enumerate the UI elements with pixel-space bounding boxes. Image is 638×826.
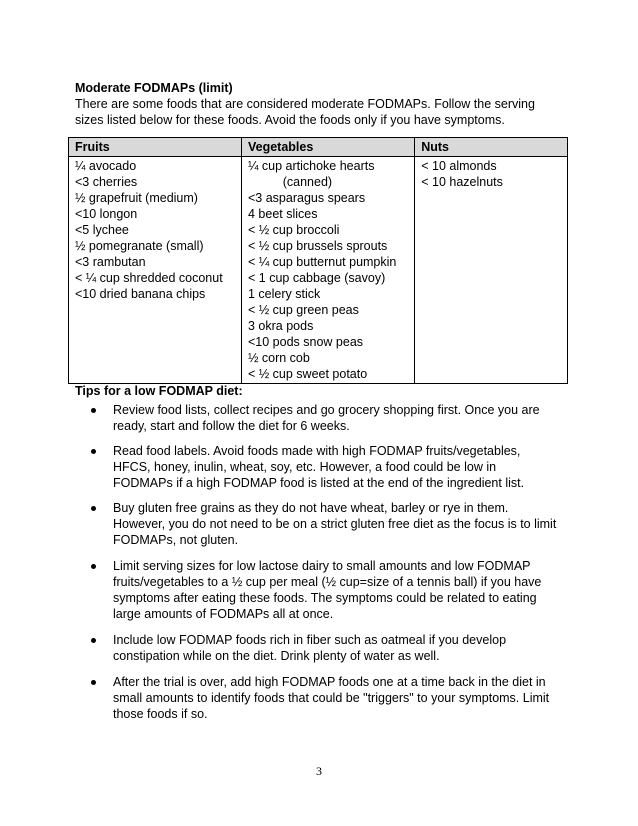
table-header-row [69, 138, 568, 157]
table-cell-item: <10 longon [75, 207, 138, 221]
table-cell-item: 4 beet slices [248, 207, 318, 221]
tip-item [75, 500, 565, 548]
intro-line: There are some foods that are considered moderate FODMAPs. Follow the serving [75, 97, 535, 111]
bullet-icon [91, 680, 96, 685]
header-nuts: Nuts [415, 138, 568, 157]
tip-text [113, 558, 565, 622]
table-cell-item: <3 cherries [75, 175, 138, 189]
tip-line: large amounts of FODMAPs all at once. [113, 607, 334, 621]
table-cell-item: <10 pods snow peas [248, 335, 364, 349]
tip-line: FODMAPs, not gluten. [113, 533, 239, 547]
tip-line: symptoms after eating these foods. The symptoms could be related to eating [113, 591, 537, 605]
tip-item [75, 443, 565, 491]
fruits-cell [69, 157, 242, 384]
tip-line: Buy gluten free grains as they do not have wheat, barley or rye in them. [113, 501, 509, 515]
table-cell-item: <3 rambutan [75, 255, 146, 269]
table-cell-item: <3 asparagus spears [248, 191, 366, 205]
table-cell-item: < ¼ cup butternut pumpkin [248, 255, 397, 269]
table-cell-item: (canned) [248, 175, 333, 189]
tip-line: HFCS, honey, inulin, wheat, soy, etc. However, a food could be low in [113, 460, 497, 474]
tip-line: those foods if so. [113, 707, 208, 721]
table-cell-item: < ½ cup brussels sprouts [248, 239, 388, 253]
tip-line: After the trial is over, add high FODMAP foods one at a time back in the diet in [113, 675, 546, 689]
tip-text [113, 500, 565, 548]
section-intro [75, 96, 575, 128]
table-cell-item: ¼ avocado [75, 159, 137, 173]
section-heading: Moderate FODMAPs (limit) [75, 81, 233, 95]
tip-line: However, you do not need to be on a strict gluten free diet as the focus is to limit [113, 517, 557, 531]
tip-item [75, 402, 565, 434]
tip-line: Review food lists, collect recipes and go grocery shopping first. Once you are [113, 403, 540, 417]
table-cell-item: < 10 hazelnuts [421, 175, 503, 189]
tip-line: Read food labels. Avoid foods made with high FODMAP fruits/vegetables, [113, 444, 521, 458]
moderate-fodmap-table [68, 137, 568, 384]
tip-text [113, 402, 565, 434]
tip-line: fruits/vegetables to a ½ cup per meal (½ cup=size of a tennis ball) if you have [113, 575, 542, 589]
intro-line: sizes listed below for these foods. Avoid the foods only if you have symptoms. [75, 113, 505, 127]
tip-line: Include low FODMAP foods rich in fiber such as oatmeal if you develop [113, 633, 507, 647]
table-cell-item: ½ corn cob [248, 351, 310, 365]
table-cell-item: <5 lychee [75, 223, 129, 237]
tip-line: ready, start and follow the diet for 6 weeks. [113, 419, 350, 433]
table-cell-item: < 1 cup cabbage (savoy) [248, 271, 386, 285]
bullet-icon [91, 564, 96, 569]
tip-item [75, 632, 565, 664]
table-cell-item: 1 celery stick [248, 287, 321, 301]
tip-line: Limit serving sizes for low lactose dairy to small amounts and low FODMAP [113, 559, 531, 573]
header-vegetables: Vegetables [242, 138, 415, 157]
table-cell-item: < 10 almonds [421, 159, 497, 173]
table-cell-item: < ½ cup broccoli [248, 223, 340, 237]
tip-text [113, 632, 565, 664]
table-cell-item: 3 okra pods [248, 319, 314, 333]
table-row [69, 157, 568, 384]
table-cell-item: ½ pomegranate (small) [75, 239, 204, 253]
tips-title: Tips for a low FODMAP diet: [75, 384, 243, 398]
vegetables-cell [242, 157, 415, 384]
bullet-icon [91, 638, 96, 643]
table-cell-item: <10 dried banana chips [75, 287, 206, 301]
table-cell-item: < ¼ cup shredded coconut [75, 271, 223, 285]
tip-line: constipation while on the diet. Drink plenty of water as well. [113, 649, 440, 663]
table-cell-item: < ½ cup green peas [248, 303, 359, 317]
tip-text [113, 674, 565, 722]
table-cell-item: < ½ cup sweet potato [248, 367, 368, 381]
nuts-cell [415, 157, 568, 384]
tip-line: FODMAPs if a high FODMAP food is listed at the end of the ingredient list. [113, 476, 525, 490]
table-cell-item: ¼ cup artichoke hearts [248, 159, 375, 173]
bullet-icon [91, 408, 96, 413]
bullet-icon [91, 449, 96, 454]
tip-item [75, 674, 565, 722]
tip-line: small amounts to identify foods that could be "triggers" to your symptoms. Limit [113, 691, 550, 705]
header-fruits: Fruits [69, 138, 242, 157]
page-number: 3 [316, 764, 322, 778]
tip-text [113, 443, 565, 491]
table-cell-item: ½ grapefruit (medium) [75, 191, 198, 205]
bullet-icon [91, 506, 96, 511]
tip-item [75, 558, 565, 622]
